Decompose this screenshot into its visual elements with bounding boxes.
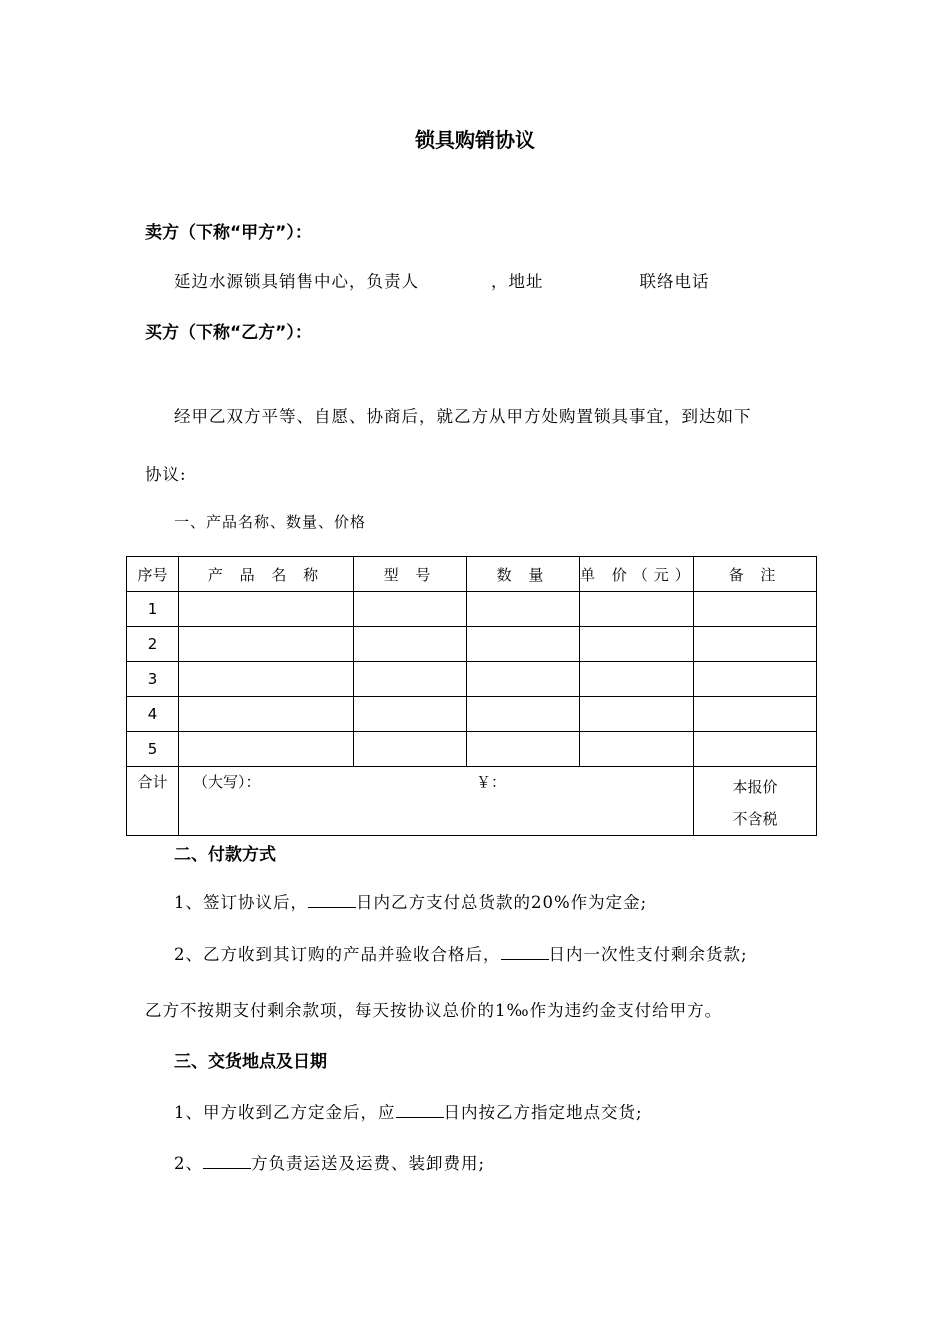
cell-unit-price[interactable] [580, 627, 694, 662]
row-index: 5 [127, 732, 179, 767]
cell-model[interactable] [354, 592, 467, 627]
total-label-text: 合计 [137, 773, 168, 791]
delivery-item-2-prefix: 2、 [174, 1154, 203, 1173]
total-remark-cell [694, 767, 817, 836]
total-yen-label: ￥： [476, 773, 507, 791]
delivery-days-blank[interactable] [396, 1101, 444, 1118]
cell-model[interactable] [354, 662, 467, 697]
section1-title: 一、产品名称、数量、价格 [174, 513, 367, 531]
payment-item-1 [174, 889, 647, 913]
header-model: 型 号 [354, 557, 467, 592]
cell-unit-price[interactable] [580, 732, 694, 767]
cell-remark[interactable] [694, 592, 817, 627]
seller-name: 延边水源锁具销售中心，负责人 [174, 272, 419, 291]
cell-remark[interactable] [694, 627, 817, 662]
cell-product-name[interactable] [179, 592, 354, 627]
seller-phone-label: 联络电话 [639, 272, 710, 291]
cell-quantity[interactable] [467, 697, 580, 732]
cell-remark[interactable] [694, 732, 817, 767]
balance-days-blank[interactable] [501, 943, 549, 960]
cell-remark[interactable] [694, 697, 817, 732]
delivery-item-2 [174, 1150, 485, 1174]
seller-info-line [174, 268, 710, 292]
product-table [126, 556, 817, 836]
table-header-row [127, 557, 817, 592]
cell-product-name[interactable] [179, 627, 354, 662]
cell-remark[interactable] [694, 662, 817, 697]
total-remark [694, 767, 816, 835]
header-unit-price: 单 价（元） [580, 557, 694, 592]
seller-address-label: ，地址 [491, 272, 544, 291]
payment-item-2-suffix: 日内一次性支付剩余货款; [548, 945, 748, 964]
cell-unit-price[interactable] [580, 697, 694, 732]
intro-paragraph-line1: 经甲乙双方平等、自愿、协商后，就乙方从甲方处购置锁具事宜，到达如下 [174, 407, 752, 426]
payment-penalty: 乙方不按期支付剩余款项，每天按协议总价的1‰作为违约金支付给甲方。 [145, 1001, 723, 1020]
header-quantity: 数 量 [467, 557, 580, 592]
cell-product-name[interactable] [179, 732, 354, 767]
payment-item-1-suffix: 日内乙方支付总货款的20%作为定金; [356, 893, 648, 912]
table-row [127, 662, 817, 697]
document-title: 锁具购销协议 [415, 128, 535, 152]
section2-title: 二、付款方式 [174, 845, 276, 865]
header-index: 序号 [127, 557, 179, 592]
table-row [127, 592, 817, 627]
delivery-item-2-suffix: 方负责运送及运费、装卸费用; [251, 1154, 486, 1173]
cell-quantity[interactable] [467, 662, 580, 697]
table-row [127, 627, 817, 662]
table-total-row [127, 767, 817, 836]
remark-line1: 本报价 [732, 778, 778, 796]
cell-unit-price[interactable] [580, 662, 694, 697]
total-amount-cell[interactable] [179, 767, 694, 836]
seller-label: 卖方（下称“甲方”）： [145, 223, 312, 243]
section3-title: 三、交货地点及日期 [174, 1052, 327, 1072]
cell-quantity[interactable] [467, 592, 580, 627]
row-index: 4 [127, 697, 179, 732]
delivery-item-1 [174, 1099, 643, 1123]
total-amount-content [179, 767, 693, 833]
payment-item-2 [174, 941, 748, 965]
cell-model[interactable] [354, 732, 467, 767]
payment-item-2-prefix: 2、乙方收到其订购的产品并验收合格后， [174, 945, 501, 964]
deposit-days-blank[interactable] [308, 891, 356, 908]
row-index: 1 [127, 592, 179, 627]
cell-product-name[interactable] [179, 697, 354, 732]
row-index: 3 [127, 662, 179, 697]
cell-unit-price[interactable] [580, 592, 694, 627]
cell-product-name[interactable] [179, 662, 354, 697]
header-remark: 备 注 [694, 557, 817, 592]
remark-line2: 不含税 [732, 810, 778, 828]
delivery-item-1-prefix: 1、甲方收到乙方定金后，应 [174, 1103, 396, 1122]
total-label [127, 767, 179, 836]
table-row [127, 732, 817, 767]
header-product-name: 产 品 名 称 [179, 557, 354, 592]
shipping-party-blank[interactable] [203, 1152, 251, 1169]
cell-quantity[interactable] [467, 627, 580, 662]
cell-quantity[interactable] [467, 732, 580, 767]
payment-item-1-prefix: 1、签订协议后， [174, 893, 308, 912]
intro-paragraph-line2: 协议: [145, 465, 187, 484]
cell-model[interactable] [354, 627, 467, 662]
row-index: 2 [127, 627, 179, 662]
delivery-item-1-suffix: 日内按乙方指定地点交货; [443, 1103, 643, 1122]
buyer-label: 买方（下称“乙方”）： [145, 323, 312, 343]
cell-model[interactable] [354, 697, 467, 732]
total-uppercase-label: （大写）： [193, 773, 261, 791]
table-row [127, 697, 817, 732]
